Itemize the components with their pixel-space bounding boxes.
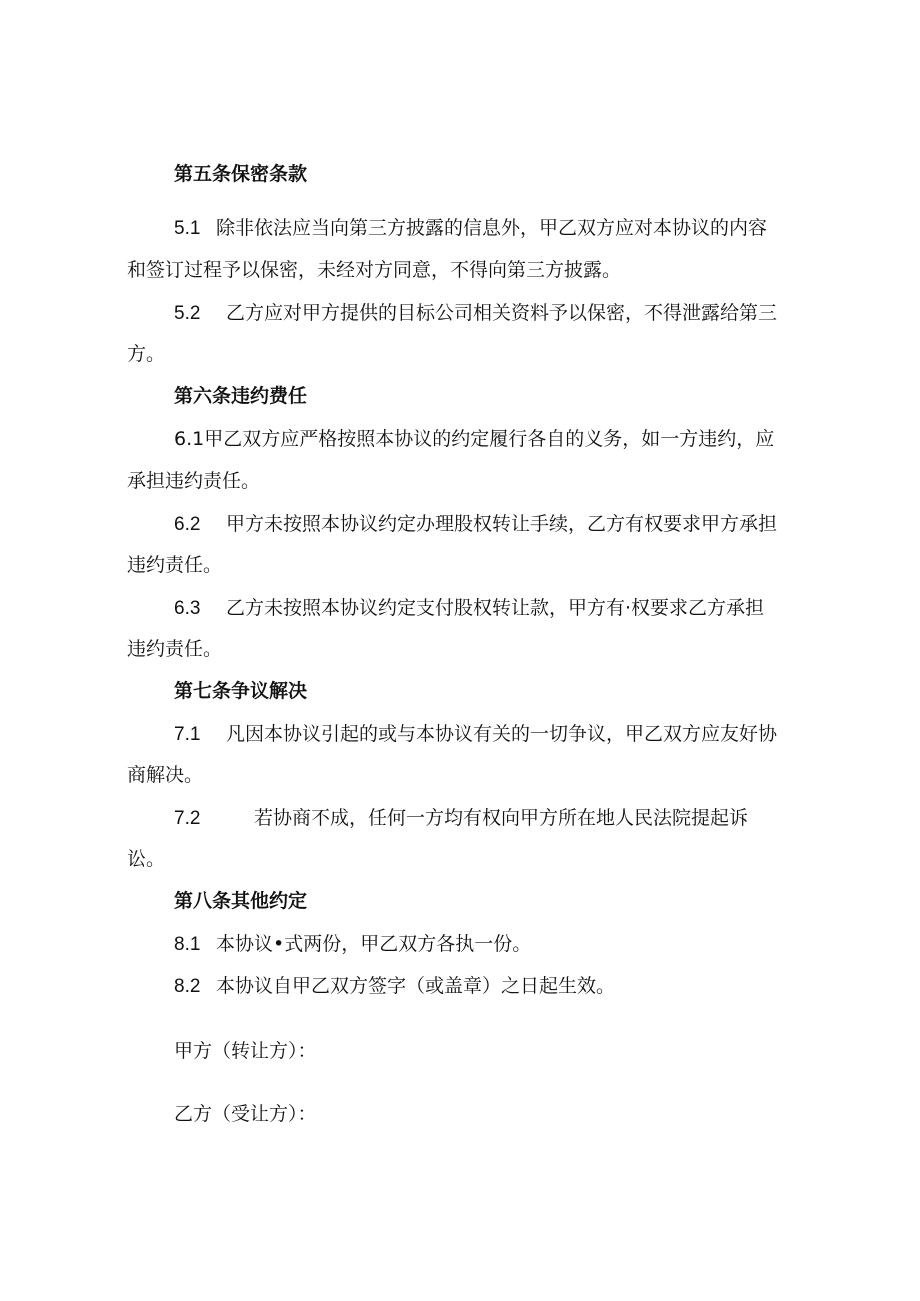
clause-6-3-number: 6.3 — [174, 598, 201, 619]
clause-7-2-line-2: 讼。 — [127, 848, 166, 870]
clause-7-1-text: 凡因本协议引起的或与本协议有关的一切争议，甲乙双方应友好协 — [226, 723, 778, 745]
clause-5-1-line-1 — [174, 216, 767, 241]
clause-6-3-text: 乙方未按照本协议约定支付股权转让款，甲方有·权要求乙方承担 — [226, 597, 765, 619]
section-6-title: 第六条违约费任 — [174, 385, 308, 407]
clause-5-2-line-1 — [174, 301, 777, 326]
clause-5-1-text: 除非依法应当向第三方披露的信息外，甲乙双方应对本协议的内容 — [216, 217, 768, 239]
clause-6-3-line-2: 违约责任。 — [127, 638, 223, 660]
clause-7-2-line-1 — [174, 806, 748, 831]
clause-8-2-text: 本协议自甲乙双方签字（或盖章）之日起生效。 — [216, 975, 616, 997]
clause-8-2-number: 8.2 — [174, 976, 201, 997]
clause-5-2-text: 乙方应对甲方提供的目标公司相关资料予以保密，不得泄露给第三 — [226, 302, 778, 324]
clause-8-1-text: 本协议•式两份，甲乙双方各执一份。 — [216, 933, 532, 955]
clause-6-2-line-2: 违约责任。 — [127, 554, 223, 576]
clause-6-2-text: 甲方未按照本协议约定办理股权转让手续，乙方有权要求甲方承担 — [226, 513, 778, 535]
clause-7-1-line-1 — [174, 722, 777, 747]
section-7-title: 第七条争议解决 — [174, 680, 308, 702]
clause-5-2-number: 5.2 — [174, 303, 201, 324]
clause-6-1-line-2: 承担违约责任。 — [127, 470, 261, 492]
clause-8-1-line-1 — [174, 932, 531, 957]
clause-6-3-line-1 — [174, 596, 764, 621]
clause-7-1-line-2: 商解决。 — [127, 764, 204, 786]
clause-7-1-number: 7.1 — [174, 724, 201, 745]
party-b-signature-label: 乙方（受让方）： — [174, 1103, 317, 1125]
clause-8-2-line-1 — [174, 974, 615, 999]
clause-5-1-number: 5.1 — [174, 218, 201, 239]
section-5-title: 第五条保密条款 — [174, 163, 308, 185]
party-a-signature-label: 甲方（转让方）： — [174, 1040, 317, 1062]
clause-6-2-line-1 — [174, 512, 777, 537]
clause-7-2-number: 7.2 — [174, 808, 201, 829]
clause-8-1-number: 8.1 — [174, 934, 201, 955]
clause-6-1-line-1: 6.1甲乙双方应严格按照本协议的约定履行各自的义务，如一方违约，应 — [174, 428, 775, 450]
clause-7-2-text: 若协商不成，任何一方均有权向甲方所在地人民法院提起诉 — [254, 807, 749, 829]
clause-5-2-line-2: 方。 — [127, 343, 166, 365]
section-8-title: 第八条其他约定 — [174, 890, 308, 912]
clause-6-2-number: 6.2 — [174, 514, 201, 535]
clause-5-1-line-2: 和签订过程予以保密，未经对方同意，不得向第三方披露。 — [127, 259, 622, 281]
